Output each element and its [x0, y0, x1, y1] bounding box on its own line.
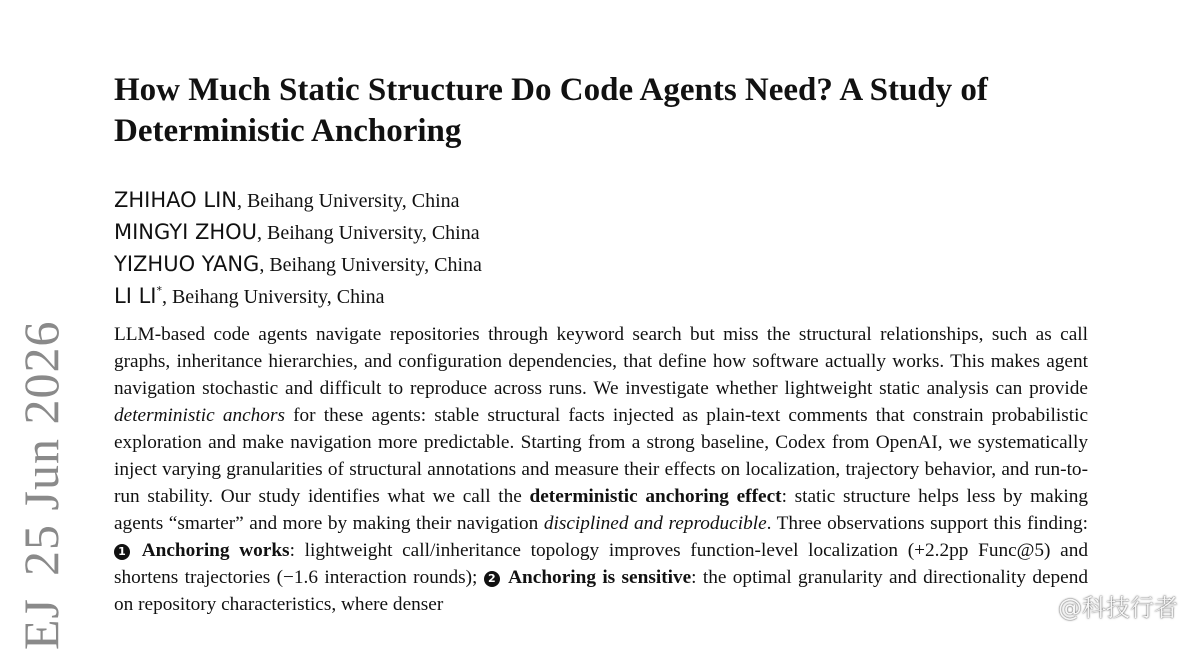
- observation-heading: Anchoring is: [508, 567, 616, 588]
- paper-title: How Much Static Structure Do Code Agents Need? A Study of Deterministic Anchoring: [114, 72, 988, 149]
- abstract: LLM-based code agents navigate repositories through keyword search but miss the structural relationships, such as call graphs, inheritance hierarchies, and configuration dependencies, that define how software actually works. This makes agent navigation stochastic and difficult to reproduce across runs. We investigate whether lightweight static analysis can provide deterministic anchors for these agents: stable structural facts injected as plain-text comments that constrain probabilistic exploration and make navigation more predictable. Starting from a strong baseline, Codex from OpenAI, we systematically inject varying granularities of structural annotations and measure their effects on localization, trajectory behavior, and run-to-run stability. Our study identifies what we call the deterministic anchoring effect: static structure helps less by making agents “smarter” and more by making their navigation disciplined and reproducible. Three observations support this finding: 1 Anchoring works: lightweight call/inheritance topology improves function-level localization (+2.2pp Func@5) and shortens trajectories (−1.6 interaction rounds); 2 Anchoring is sensitive: the optimal granularity and directionality depend on repository characteristics, where denser: [114, 324, 1089, 615]
- author-entry: [114, 180, 482, 212]
- author-affiliation: , Beihang University, China: [161, 286, 385, 308]
- author-entry: [114, 276, 482, 308]
- key-term: deterministic anchoring effect: [529, 486, 782, 507]
- author-name: YIZHUO YANG: [114, 252, 260, 276]
- author-list: [114, 180, 482, 308]
- stamp-date: 25 Jun 2026: [13, 320, 69, 576]
- emphasis: disciplined and reproducible: [543, 513, 767, 534]
- author-name: ZHIHAO LIN: [114, 188, 237, 212]
- observation-badge-2: 2: [484, 571, 500, 587]
- stamp-prefix: EJ: [13, 598, 69, 650]
- observation-heading: sensitive: [621, 567, 692, 588]
- author-affiliation: , Beihang University, China: [236, 190, 460, 212]
- author-entry: [114, 244, 482, 276]
- corresponding-author-marker: *: [156, 284, 162, 297]
- author-affiliation: , Beihang University, China: [257, 222, 480, 244]
- author-affiliation: , Beihang University, China: [259, 254, 482, 276]
- author-entry: [114, 212, 482, 244]
- observation-badge-1: 1: [114, 544, 130, 560]
- author-name: MINGYI ZHOU: [114, 220, 258, 244]
- arxiv-side-stamp: [13, 320, 69, 650]
- emphasis: deterministic anchors: [114, 405, 285, 426]
- observation-heading: Anchoring works: [141, 540, 290, 561]
- author-name: LI LI*: [114, 284, 162, 308]
- watermark: @科技行者: [1058, 594, 1178, 622]
